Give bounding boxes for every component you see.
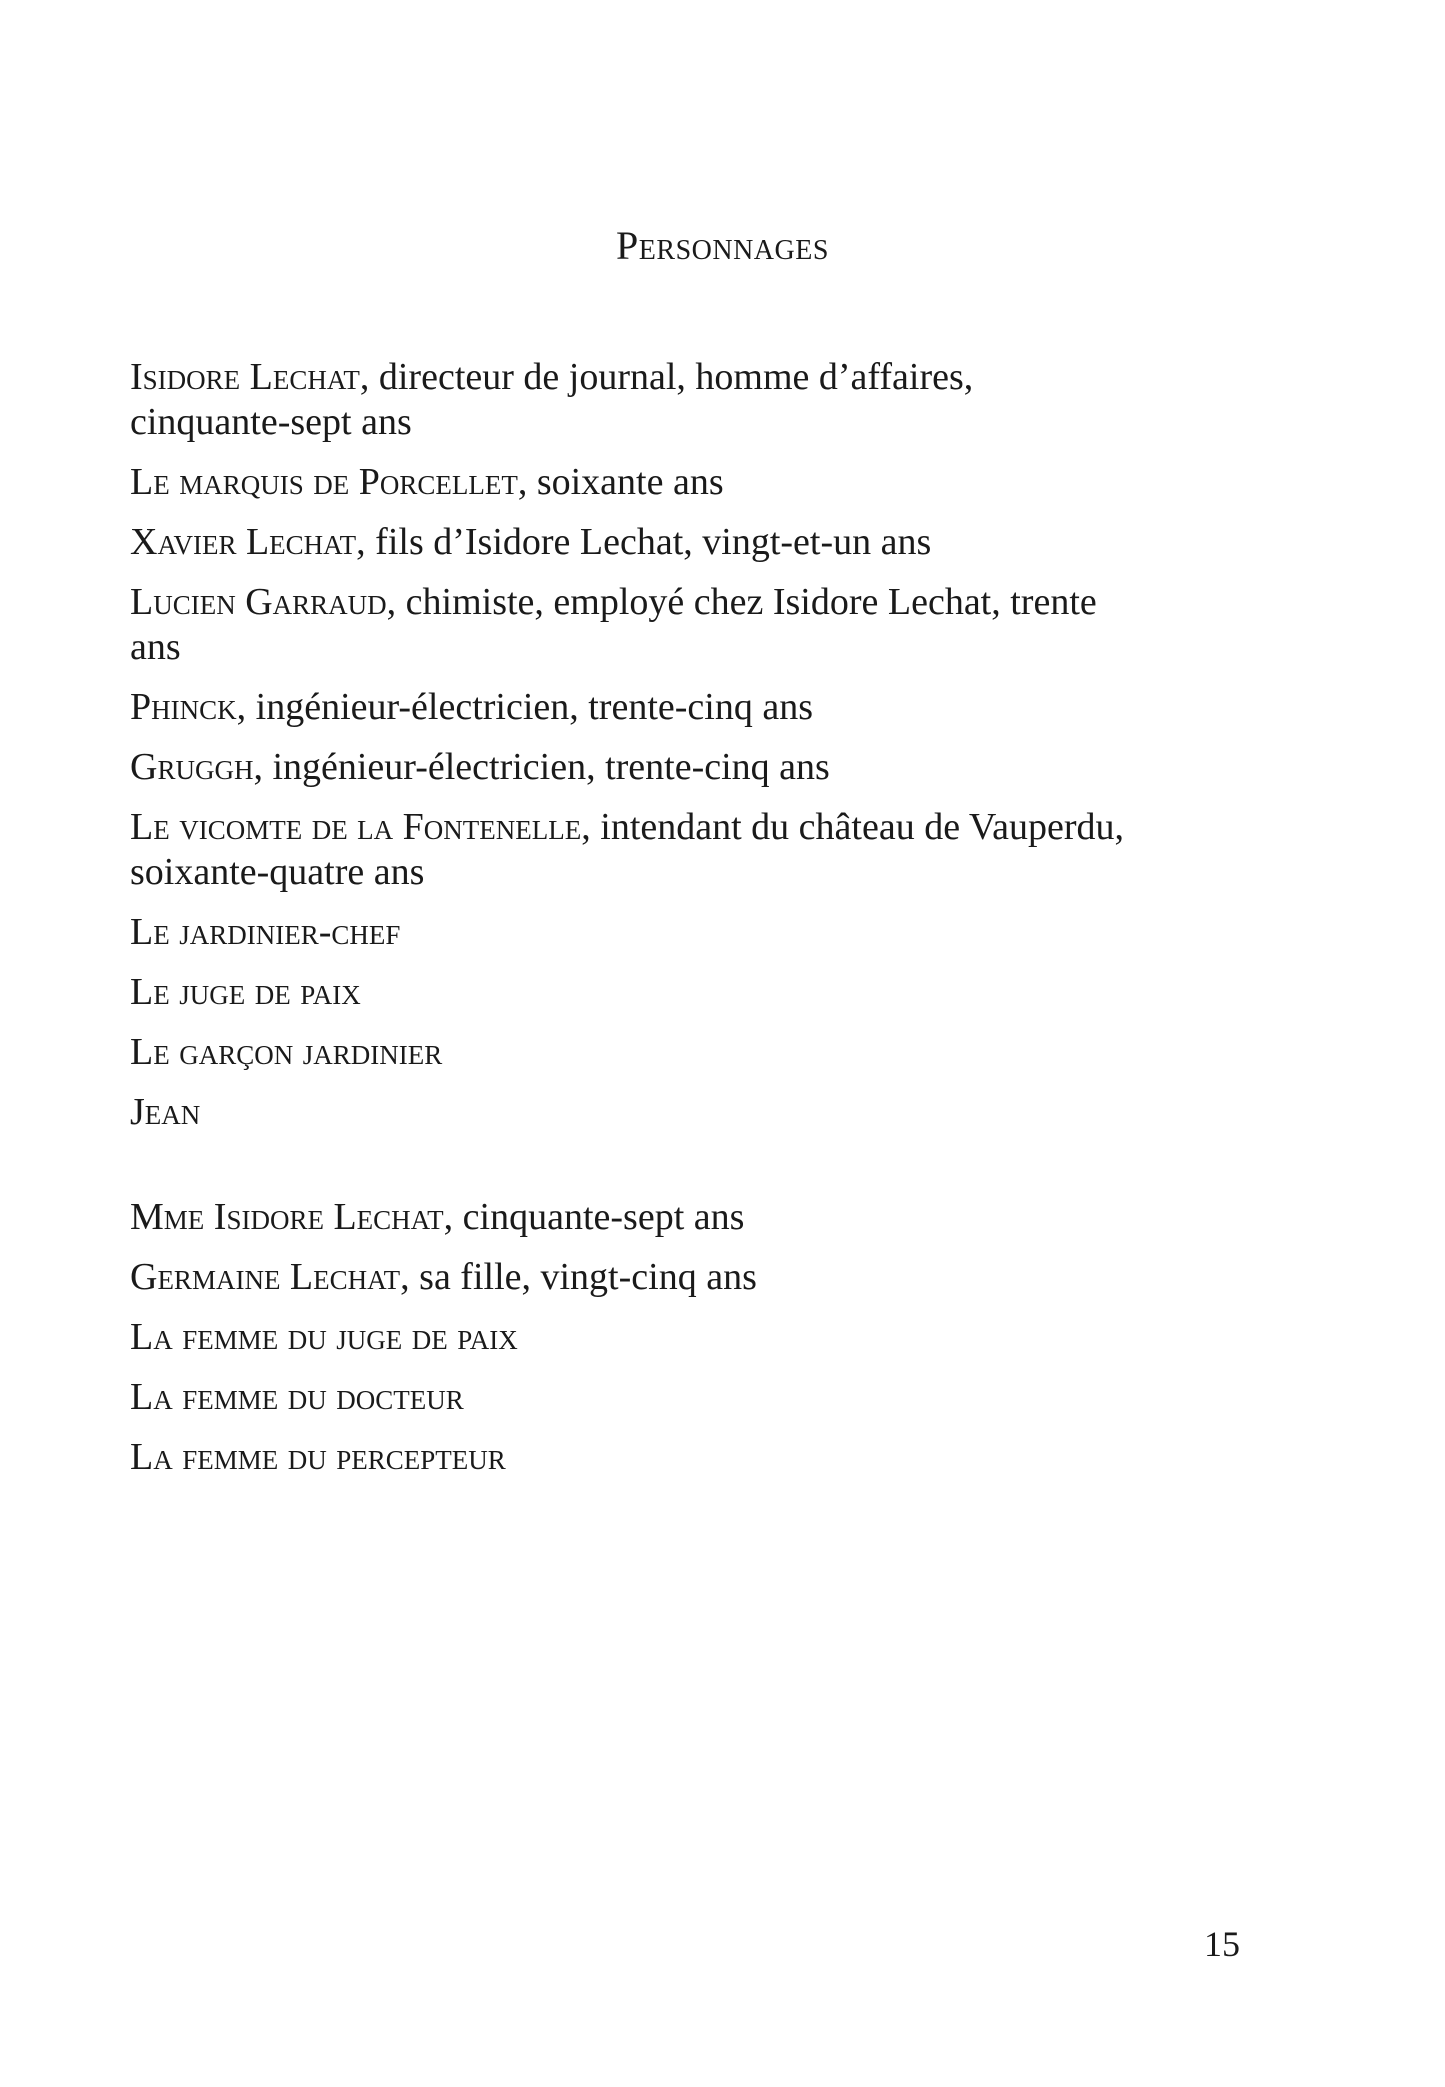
cast-item — [130, 1375, 1130, 1420]
cast-item — [130, 910, 1130, 955]
role-description: , ingénieur-électricien, trente-cinq ans — [236, 686, 813, 728]
cast-item — [130, 970, 1130, 1015]
cast-item — [130, 1315, 1130, 1360]
cast-item — [130, 1435, 1130, 1480]
cast-item — [130, 520, 1130, 565]
cast-item — [130, 805, 1130, 895]
role-name: Xavier Lechat — [130, 521, 357, 563]
page-number: 15 — [1204, 1924, 1240, 1964]
cast-item — [130, 1030, 1130, 1075]
role-description: , soixante ans — [517, 461, 724, 503]
role-name: Isidore Lechat — [130, 356, 360, 398]
page-title: Personnages — [616, 223, 829, 268]
role-name: La femme du juge de paix — [130, 1316, 518, 1358]
cast-item — [130, 1255, 1130, 1300]
cast-list — [130, 355, 1130, 1495]
role-name: Germaine Lechat — [130, 1256, 401, 1298]
cast-item — [130, 685, 1130, 730]
role-name: Mme Isidore Lechat — [130, 1196, 444, 1238]
role-name: La femme du percepteur — [130, 1436, 506, 1478]
cast-item — [130, 745, 1130, 790]
role-name: Gruggh — [130, 746, 254, 788]
role-description: , directeur de journal, homme d’affaires, cinquante-sept ans — [130, 356, 974, 443]
role-name: Le garçon jardinier — [130, 1031, 443, 1073]
cast-item — [130, 1090, 1130, 1135]
role-description: , chimiste, employé chez Isidore Lechat, trente ans — [130, 581, 1097, 668]
role-name: Jean — [130, 1091, 201, 1133]
role-name: Lucien Garraud — [130, 581, 387, 623]
cast-item — [130, 580, 1130, 670]
cast-item — [130, 460, 1130, 505]
role-name: Le jardinier-chef — [130, 911, 401, 953]
role-description: , fils d’Isidore Lechat, vingt-et-un ans — [356, 521, 932, 563]
role-description: , ingénieur-électricien, trente-cinq ans — [253, 746, 830, 788]
role-name: Le marquis de Porcellet — [130, 461, 518, 503]
cast-item — [130, 1195, 1130, 1240]
role-name: Phinck — [130, 686, 237, 728]
role-description: , cinquante-sept ans — [443, 1196, 745, 1238]
role-name: Le vicomte de la Fontenelle — [130, 806, 582, 848]
role-name: La femme du docteur — [130, 1376, 464, 1418]
cast-item — [130, 355, 1130, 445]
role-description: , sa fille, vingt-cinq ans — [400, 1256, 757, 1298]
role-name: Le juge de paix — [130, 971, 361, 1013]
role-description: , intendant du château de Vauperdu, soixante-quatre ans — [130, 806, 1124, 893]
